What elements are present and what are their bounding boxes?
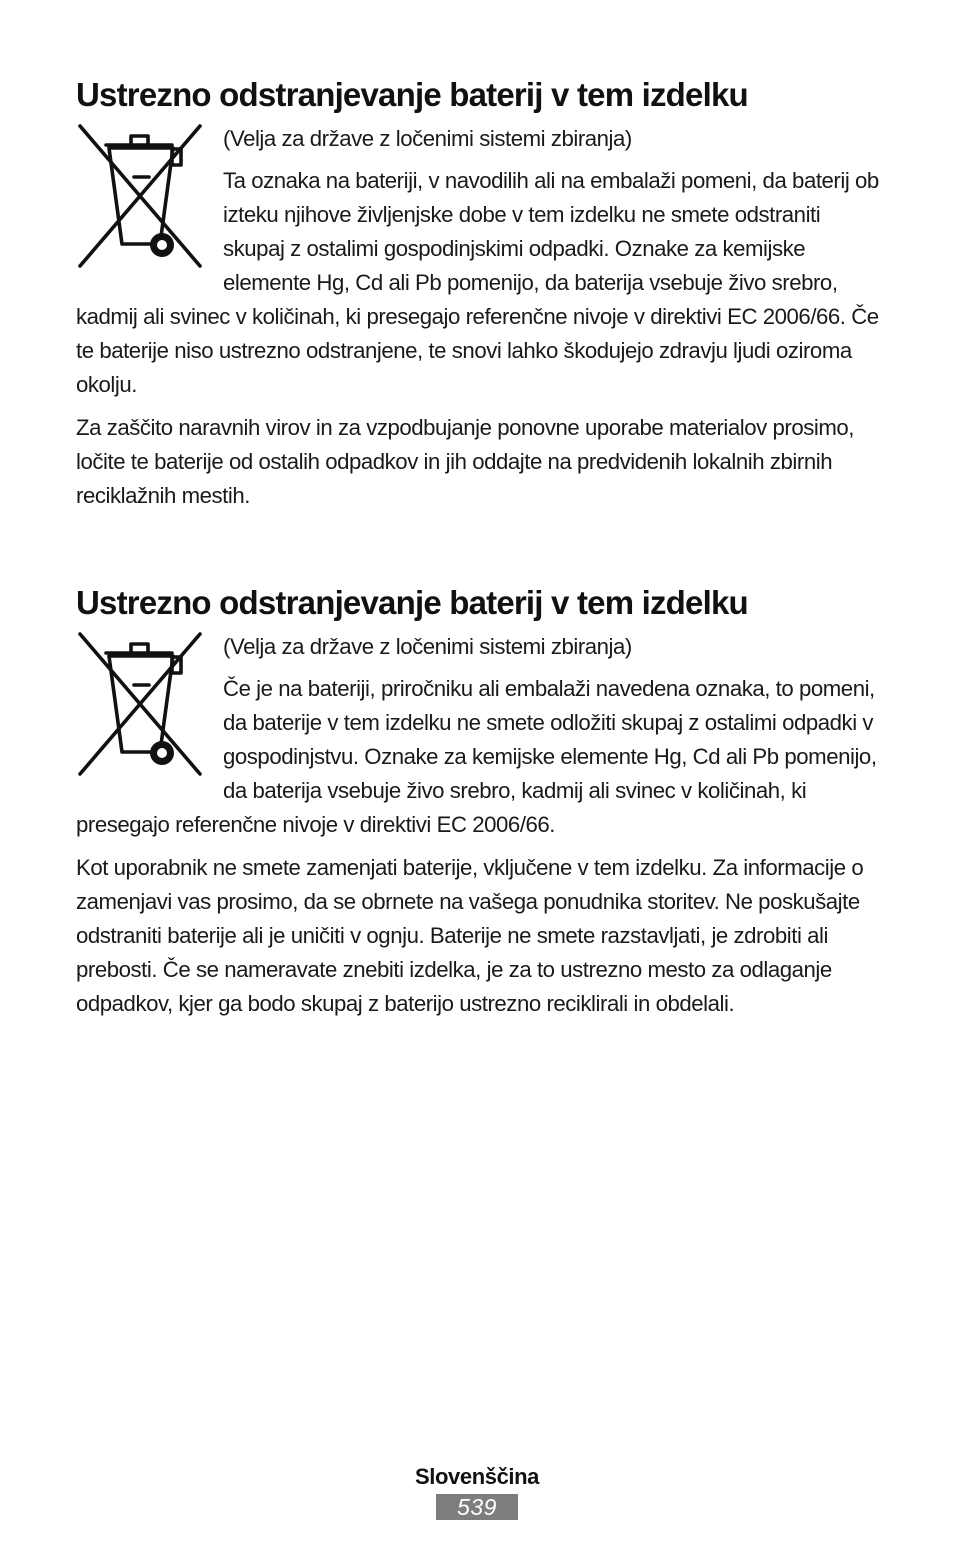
body-paragraph: Za zaščito naravnih virov in za vzpodbujanje ponovne uporabe materialov prosimo, ločite te baterije od ostalih odpadkov in jih oddajte na predvidenih lokalnih zbirnih reciklažnih mestih. — [76, 415, 854, 508]
section-intro — [76, 630, 886, 842]
crossed-out-wheelie-bin-icon — [76, 122, 206, 272]
crossed-out-wheelie-bin-icon — [76, 630, 206, 780]
section-heading: Ustrezno odstranjevanje baterij v tem izdelku — [76, 76, 748, 113]
section-heading: Ustrezno odstranjevanje baterij v tem izdelku — [76, 584, 748, 621]
footer-language: Slovenščina — [415, 1464, 539, 1489]
applicability-note: (Velja za države z ločenimi sistemi zbiranja) — [223, 634, 632, 659]
page-footer — [0, 1462, 954, 1520]
body-paragraph: Če je na bateriji, priročniku ali embalaži navedena oznaka, to pomeni, da baterije v tem izdelku ne smete odložiti skupaj z ostalimi odpadki v gospodinjstvu. Oznake za kemijske elemente Hg, Cd ali Pb pomenijo, da baterija vsebuje živo srebro, kadmij ali svinec v količinah, ki presegajo referenčne nivoje v direktivi EC 2006/66. — [76, 676, 877, 837]
page-number-badge: 539 — [436, 1494, 518, 1520]
body-paragraph: Ta oznaka na bateriji, v navodilih ali na embalaži pomeni, da baterij ob izteku njihove življenjske dobe v tem izdelku ne smete odstraniti skupaj z ostalimi gospodinjskimi odpadki. Oznake za kemijske elemente Hg, Cd ali Pb pomenijo, da baterija vsebuje živo srebro, kadmij ali svinec v količinah, ki presegajo referenčne nivoje v direktivi EC 2006/66. Če te baterije niso ustrezno odstranjene, te snovi lahko škodujejo zdravju ljudi oziroma okolju. — [76, 168, 879, 397]
battery-disposal-section-1 — [76, 72, 886, 513]
body-paragraph: Kot uporabnik ne smete zamenjati baterije, vključene v tem izdelku. Za informacije o zamenjavi vas prosimo, da se obrnete na vašega ponudnika storitev. Ne poskušajte odstraniti baterije ali je uničiti v ognju. Baterije ne smete razstavljati, je zdrobiti ali prebosti. Če se nameravate znebiti izdelka, je za to ustrezno mesto za odlaganje odpadkov, kjer ga bodo skupaj z baterijo ustrezno reciklirali in obdelali. — [76, 855, 864, 1016]
applicability-note: (Velja za države z ločenimi sistemi zbiranja) — [223, 126, 632, 151]
section-intro — [76, 122, 886, 402]
battery-disposal-section-2 — [76, 580, 886, 1021]
